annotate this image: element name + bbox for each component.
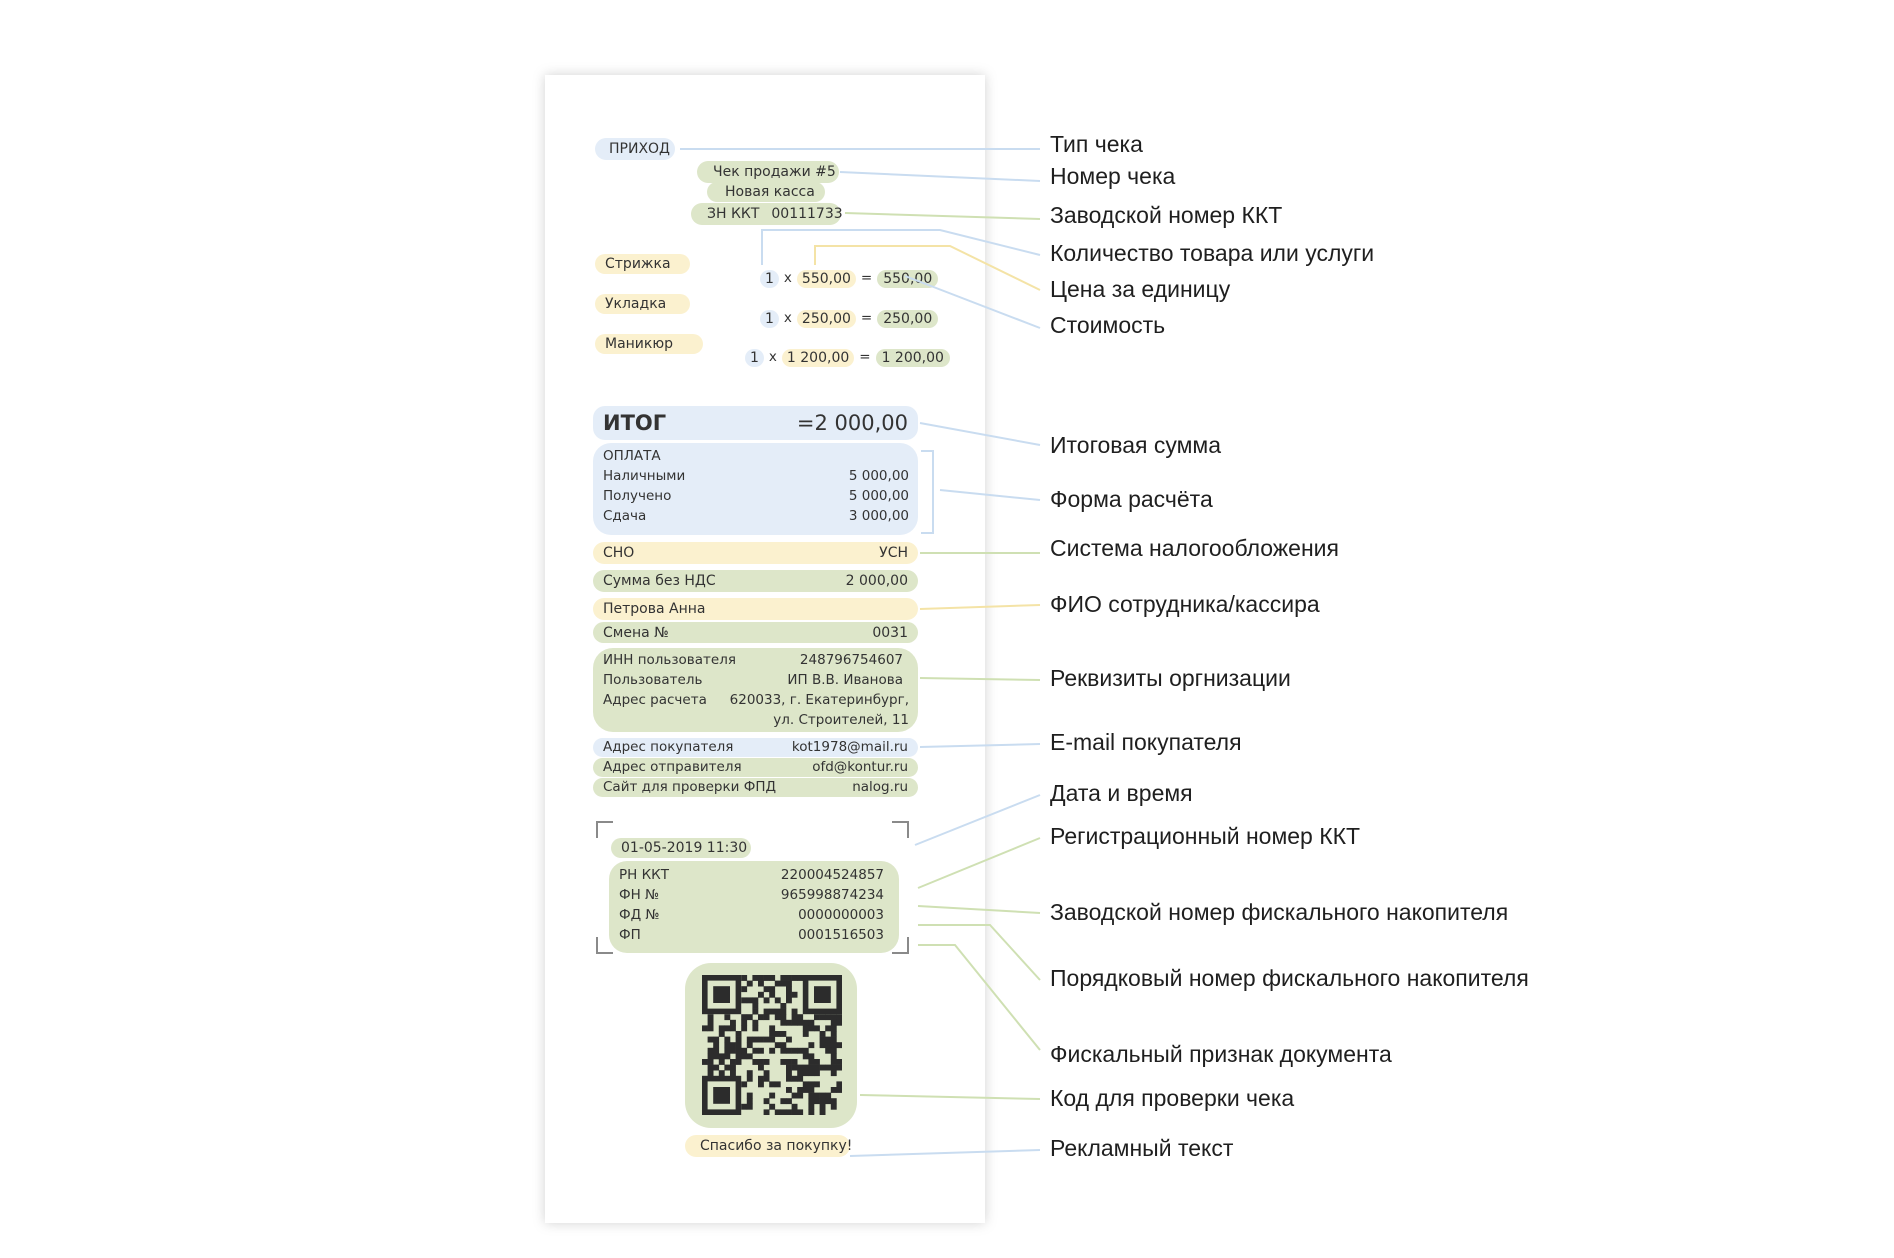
receipt-type-text: ПРИХОД: [609, 141, 670, 157]
item-name-text: Укладка: [605, 296, 667, 312]
fiscal-value: 220004524857: [780, 867, 884, 883]
sno-value: УСН: [879, 545, 908, 561]
label-kkt-serial: Заводской номер ККТ: [1050, 202, 1283, 228]
site-value: nalog.ru: [852, 778, 908, 795]
label-check-code: Код для проверки чека: [1050, 1085, 1295, 1111]
no-vat-label: Сумма без НДС: [603, 573, 716, 589]
org-addr-line1: 620033, г. Екатеринбург,: [729, 692, 909, 708]
fiscal-label: РН ККТ: [619, 867, 669, 883]
item-total: 250,00: [877, 310, 938, 328]
no-vat-value: 2 000,00: [845, 573, 908, 589]
item-price: 250,00: [797, 310, 856, 328]
label-cashier: ФИО сотрудника/кассира: [1050, 591, 1320, 617]
zn-kkt-value: 00111733: [771, 206, 843, 222]
org-user-label: Пользователь: [603, 672, 703, 688]
item-eq: =: [859, 349, 871, 365]
item-name-text: Стрижка: [605, 256, 671, 272]
payment-value: 3 000,00: [848, 508, 909, 524]
label-kkt-reg-number: Регистрационный номер ККТ: [1050, 823, 1361, 849]
connector-cashier: [920, 605, 1040, 609]
connector-fn-seq: [918, 925, 1040, 980]
check-title-text: Чек продажи #5: [713, 164, 836, 180]
label-tax-system: Система налогообложения: [1050, 535, 1339, 561]
org-user-value: ИП В.В. Иванова: [787, 672, 903, 688]
label-buyer-email: E-mail покупателя: [1050, 729, 1242, 755]
label-payment-form: Форма расчёта: [1050, 486, 1213, 512]
org-addr-label: Адрес расчета: [603, 692, 707, 708]
sender-value: ofd@kontur.ru: [812, 758, 908, 775]
connector-org-details: [920, 678, 1040, 680]
org-inn-value: 248796754607: [799, 652, 903, 668]
register-name-text: Новая касса: [725, 184, 815, 200]
label-quantity: Количество товара или услуги: [1050, 240, 1375, 266]
fiscal-label: ФН №: [619, 887, 660, 903]
item-times: x: [783, 270, 792, 286]
item-qty: 1: [745, 349, 764, 367]
item-qty: 1: [760, 310, 779, 328]
label-fiscal-sign: Фискальный признак документа: [1050, 1041, 1392, 1067]
payment-label: Получено: [603, 488, 672, 504]
label-cost: Стоимость: [1050, 312, 1166, 338]
payment-value: 5 000,00: [848, 488, 909, 504]
zn-kkt-label: ЗН ККТ: [707, 206, 760, 222]
label-check-type: Тип чека: [1050, 131, 1143, 157]
connector-kkt-reg: [918, 838, 1040, 888]
item-qty: 1: [760, 270, 779, 288]
total-label: ИТОГ: [603, 410, 667, 435]
label-total-sum: Итоговая сумма: [1050, 432, 1222, 458]
fiscal-label: ФД №: [619, 907, 660, 923]
connector-quantity: [762, 230, 1040, 265]
total-value: =2 000,00: [796, 410, 908, 435]
item-eq: =: [860, 270, 873, 286]
connector-cost: [905, 276, 1040, 328]
connector-total-sum: [920, 423, 1040, 445]
label-ad-text: Рекламный текст: [1050, 1135, 1234, 1161]
org-addr-line2: ул. Строителей, 11: [773, 712, 909, 728]
connector-payment-form: [940, 490, 1040, 500]
connector-fn-serial: [918, 906, 1040, 913]
payment-label: Сдача: [603, 508, 647, 524]
org-inn-label: ИНН пользователя: [603, 652, 736, 668]
fiscal-label: ФП: [619, 927, 641, 943]
connector-unit-price: [815, 246, 1040, 290]
connector-check-number: [840, 172, 1040, 181]
datetime-text: 01-05-2019 11:30: [621, 840, 748, 856]
fiscal-value: 965998874234: [780, 887, 884, 903]
label-fn-seq-number: Порядковый номер фискального накопителя: [1050, 965, 1529, 991]
shift-value: 0031: [872, 624, 908, 641]
item-name-text: Маникюр: [605, 336, 674, 352]
item-total: 1 200,00: [876, 349, 950, 367]
label-org-details: Реквизиты оргнизации: [1050, 665, 1291, 691]
sno-label: СНО: [603, 545, 635, 561]
label-unit-price: Цена за единицу: [1050, 276, 1231, 302]
connector-check-code: [860, 1095, 1040, 1099]
shift-label: Смена №: [603, 624, 669, 641]
cashier-name: Петрова Анна: [603, 601, 706, 617]
site-label: Сайт для проверки ФПД: [603, 778, 777, 795]
buyer-label: Адрес покупателя: [603, 738, 734, 755]
connector-kkt-serial: [845, 213, 1040, 219]
fiscal-value: 0000000003: [798, 907, 884, 923]
payment-title-text: ОПЛАТА: [603, 448, 661, 464]
item-times: x: [783, 310, 792, 326]
item-price: 1 200,00: [782, 349, 854, 367]
fiscal-value: 0001516503: [798, 927, 884, 943]
connector-buyer-email: [920, 744, 1040, 747]
sender-label: Адрес отправителя: [603, 758, 742, 775]
item-total: 550,00: [877, 270, 938, 288]
payment-label: Наличными: [603, 468, 686, 484]
label-check-number: Номер чека: [1050, 163, 1176, 189]
item-times: x: [768, 349, 777, 365]
thanks-text: Спасибо за покупку!: [700, 1138, 853, 1154]
item-price: 550,00: [797, 270, 856, 288]
label-date-time: Дата и время: [1050, 780, 1193, 806]
label-fn-serial: Заводской номер фискального накопителя: [1050, 899, 1509, 925]
buyer-value: kot1978@mail.ru: [791, 738, 908, 755]
item-eq: =: [860, 310, 873, 326]
connector-ad-text: [850, 1150, 1040, 1156]
connector-date-time: [915, 795, 1040, 845]
payment-value: 5 000,00: [848, 468, 909, 484]
